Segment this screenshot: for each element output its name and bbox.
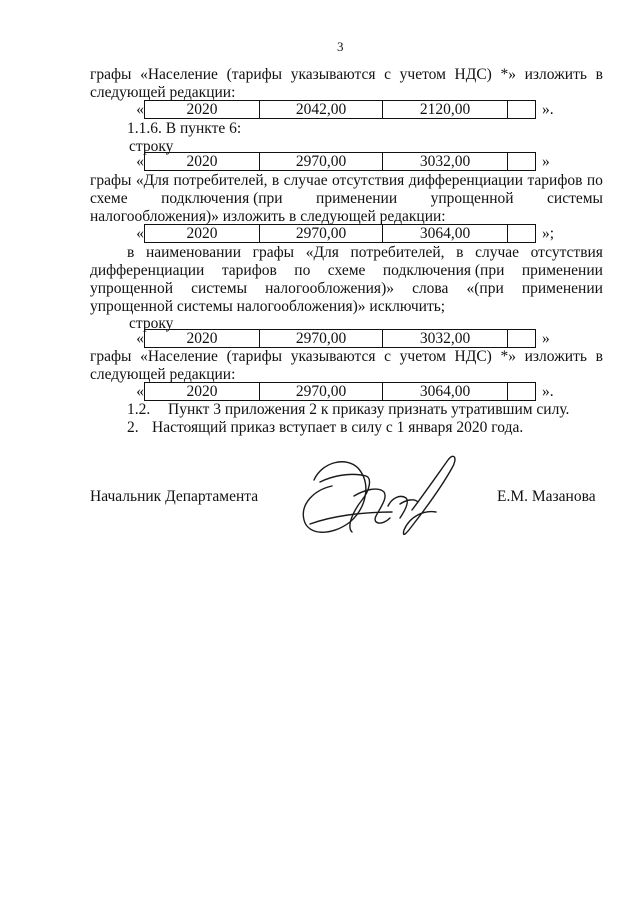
paragraph-2-line-1 xyxy=(90,172,603,190)
item-2-text: Настоящий приказ вступает в силу с 1 января 2020 года. xyxy=(152,419,524,436)
empty-cell xyxy=(508,101,535,118)
open-quote: « xyxy=(136,225,144,242)
empty-cell xyxy=(508,383,535,400)
word: схеме xyxy=(90,190,128,207)
word: «Для xyxy=(135,172,170,189)
empty-cell xyxy=(508,225,535,242)
paragraph-3-line-4: упрощенной системы налогообложения)» исключить; xyxy=(90,298,446,315)
item-1-1-6: 1.1.6. В пункте 6: xyxy=(127,120,242,137)
open-quote: « xyxy=(136,101,144,118)
word: отсутствия xyxy=(331,172,405,189)
word: учетом xyxy=(399,66,446,83)
year-cell: 2020 xyxy=(145,101,260,118)
word: системы xyxy=(191,280,248,297)
word: схеме xyxy=(327,262,366,279)
value-cell: 3032,00 xyxy=(383,153,508,170)
paragraph-4-line-2: следующей редакции: xyxy=(90,366,236,383)
word: графы xyxy=(252,244,295,261)
word: системы xyxy=(547,190,603,207)
open-quote: « xyxy=(136,383,144,400)
paragraph-2-line-3: налогообложения)» изложить в следующей редакции: xyxy=(90,208,446,225)
word: «Население xyxy=(140,66,218,83)
open-quote: « xyxy=(136,330,144,347)
word: в xyxy=(595,66,603,83)
empty-cell xyxy=(508,330,535,347)
tariff-table-4 xyxy=(132,329,550,348)
word: (тарифы xyxy=(226,66,283,83)
word: в xyxy=(271,172,280,189)
item-2-number: 2. xyxy=(127,419,139,436)
close-quote: »; xyxy=(542,225,555,242)
word: потребителей, xyxy=(350,244,445,261)
value-cell: 2970,00 xyxy=(260,383,383,400)
word: графы xyxy=(90,348,132,365)
word: по xyxy=(586,172,603,189)
word: случае xyxy=(283,172,328,189)
word: подключения (при xyxy=(382,262,505,279)
close-quote: » xyxy=(542,153,550,170)
tariff-table-1 xyxy=(132,100,554,119)
word: изложить xyxy=(524,348,587,365)
word: «(при xyxy=(466,280,504,297)
word: указываются xyxy=(290,348,376,365)
value-cell: 3064,00 xyxy=(383,383,508,400)
word: подключения (при xyxy=(161,190,283,207)
word: с xyxy=(384,348,392,365)
word: в xyxy=(127,244,135,261)
close-quote: ». xyxy=(542,101,554,118)
close-quote: » xyxy=(542,330,550,347)
year-cell: 2020 xyxy=(145,383,260,400)
year-cell: 2020 xyxy=(145,153,260,170)
word: *» xyxy=(500,348,516,365)
value-cell: 3032,00 xyxy=(383,330,508,347)
stroku-label-2: строку xyxy=(129,315,174,332)
paragraph-1-line-2: следующей редакции: xyxy=(90,84,236,101)
word: налогообложения)» xyxy=(265,280,394,297)
page-number: 3 xyxy=(337,39,344,54)
signatory-position: Начальник Департамента xyxy=(90,488,259,505)
word: с xyxy=(384,66,392,83)
handwritten-signature-icon xyxy=(292,446,460,542)
paragraph-1-line-1 xyxy=(90,66,603,84)
word: упрощенной xyxy=(430,190,514,207)
value-cell: 2042,00 xyxy=(260,101,383,118)
word: наименовании xyxy=(145,244,242,261)
word: слова xyxy=(412,280,449,297)
word: (тарифы xyxy=(226,348,283,365)
word: «Для xyxy=(305,244,339,261)
item-1-2-number: 1.2. xyxy=(127,401,151,418)
signatory-name: Е.М. Мазанова xyxy=(497,488,596,505)
year-cell: 2020 xyxy=(145,330,260,347)
word: *» xyxy=(500,66,516,83)
paragraph-3-line-2 xyxy=(90,262,603,280)
word: дифференциации xyxy=(408,172,524,189)
word: дифференциации xyxy=(90,262,205,279)
open-quote: « xyxy=(136,153,144,170)
tariff-table-5 xyxy=(132,382,554,401)
empty-cell xyxy=(508,153,535,170)
word: графы xyxy=(90,172,132,189)
word: по xyxy=(294,262,311,279)
word: случае xyxy=(475,244,520,261)
paragraph-4-line-1 xyxy=(90,348,603,366)
word: отсутствия xyxy=(530,244,603,261)
word: упрощенной xyxy=(90,280,173,297)
word: «Население xyxy=(140,348,218,365)
word: тарифов xyxy=(527,172,583,189)
year-cell: 2020 xyxy=(145,225,260,242)
close-quote: ». xyxy=(542,383,554,400)
paragraph-2-line-2 xyxy=(90,190,603,208)
word: в xyxy=(595,348,603,365)
value-cell: 2970,00 xyxy=(260,330,383,347)
word: тарифов xyxy=(221,262,277,279)
word: графы xyxy=(90,66,132,83)
value-cell: 2970,00 xyxy=(260,225,383,242)
word: указываются xyxy=(290,66,376,83)
word: потребителей, xyxy=(173,172,268,189)
tariff-table-2 xyxy=(132,152,550,171)
word: в xyxy=(456,244,464,261)
word: НДС) xyxy=(454,348,492,365)
word: применении xyxy=(521,280,603,297)
value-cell: 3064,00 xyxy=(383,225,508,242)
word: НДС) xyxy=(454,66,492,83)
word: учетом xyxy=(399,348,446,365)
tariff-table-3 xyxy=(132,224,554,243)
word: применении xyxy=(521,262,603,279)
item-1-2-text: Пункт 3 приложения 2 к приказу признать утратившим силу. xyxy=(168,401,570,418)
word: применении xyxy=(316,190,398,207)
stroku-label-1: строку xyxy=(129,138,174,155)
word: изложить xyxy=(524,66,587,83)
paragraph-3-line-3 xyxy=(90,280,603,298)
value-cell: 2970,00 xyxy=(260,153,383,170)
paragraph-3-line-1 xyxy=(127,244,603,262)
value-cell: 2120,00 xyxy=(383,101,508,118)
